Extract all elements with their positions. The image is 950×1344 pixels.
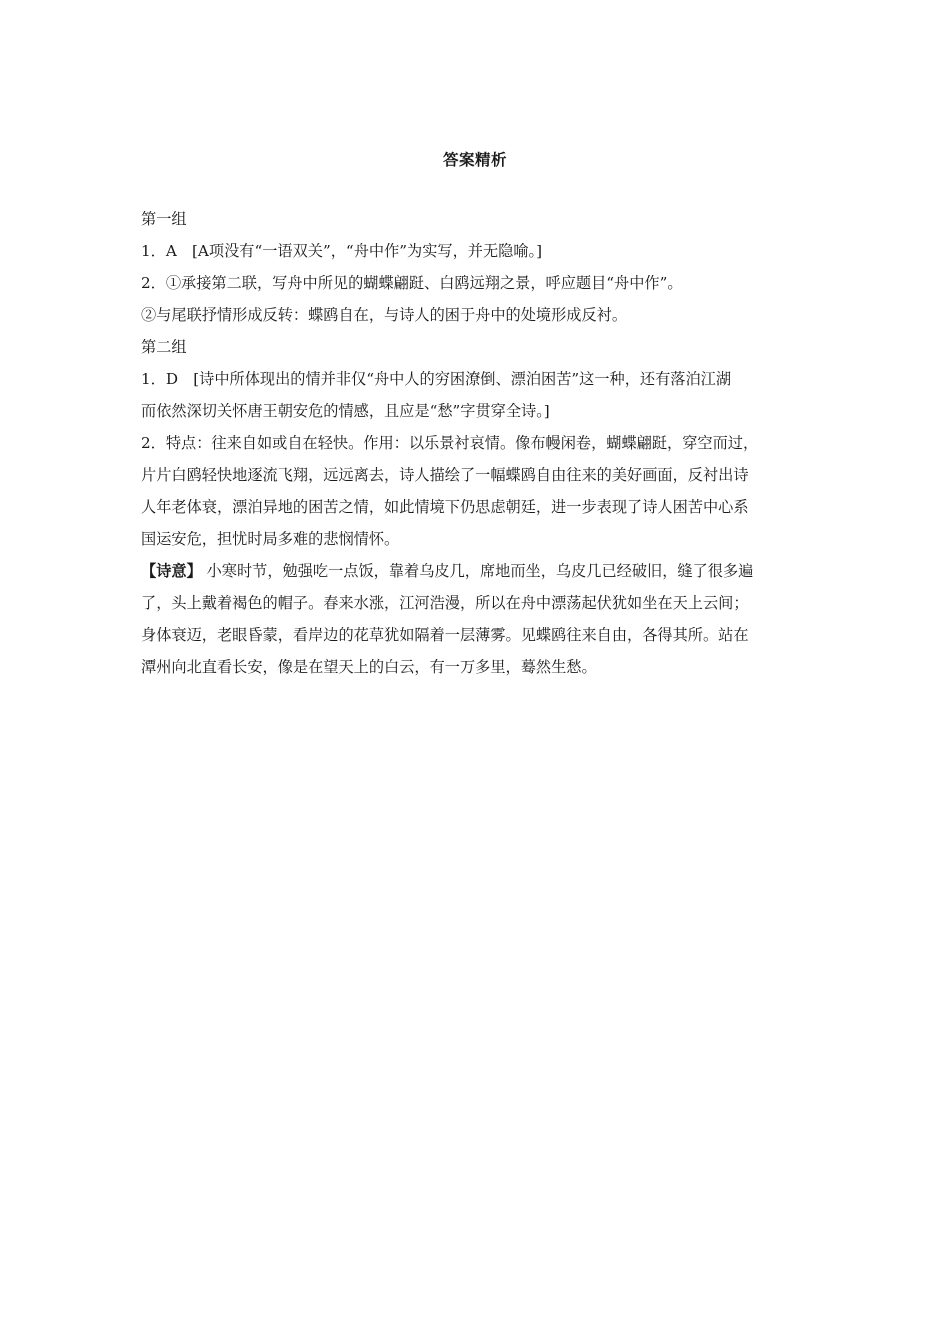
poem-meaning-line2: 了，头上戴着褐色的帽子。春来水涨，江河浩漫，所以在舟中漂荡起伏犹如坐在天上云间； — [141, 594, 749, 612]
group2-answer-2-line4: 国运安危，担忧时局多难的悲悯情怀。 — [141, 530, 400, 548]
poem-meaning-line1 — [141, 555, 813, 587]
group2-answer-2-line2: 片片白鸥轻快地逐流飞翔，远远离去，诗人描绘了一幅蝶鸥自由往来的美好画面，反衬出诗 — [141, 466, 749, 484]
poem-meaning-line3: 身体衰迈，老眼昏蒙，看岸边的花草犹如隔着一层薄雾。见蝶鸥往来自由，各得其所。站在 — [141, 626, 749, 644]
group1-heading: 第一组 — [141, 210, 187, 228]
group2-answer-1-line1: 1．D [诗中所体现出的情并非仅“舟中人的穷困潦倒、漂泊困苦”这一种，还有落泊江湖 — [141, 370, 732, 388]
group2-heading: 第二组 — [141, 338, 187, 356]
group2-answer-2-line1: 2．特点：往来自如或自在轻快。作用：以乐景衬哀情。像布幔闲卷，蝴蝶翩跹，穿空而过， — [141, 434, 759, 452]
answer-content — [141, 203, 813, 683]
poem-meaning-tag: 【诗意】 — [141, 562, 202, 580]
group1-answer-2-line1: 2．①承接第二联，写舟中所见的蝴蝶翩跹、白鸥远翔之景，呼应题目“舟中作”。 — [141, 274, 683, 292]
group2-answer-1-line2: 而依然深切关怀唐王朝安危的情感，且应是“愁”字贯穿全诗。] — [141, 402, 550, 420]
page-title: 答案精析 — [442, 151, 507, 169]
group1-answer-2-line2: ②与尾联抒情形成反转：蝶鸥自在，与诗人的困于舟中的处境形成反衬。 — [141, 306, 627, 324]
group2-answer-2-line3: 人年老体衰，漂泊异地的困苦之情，如此情境下仍思虑朝廷，进一步表现了诗人困苦中心系 — [141, 498, 749, 516]
poem-meaning-text-1: 小寒时节，勉强吃一点饭，靠着乌皮几，席地而坐，乌皮几已经破旧，缝了很多遍 — [201, 562, 754, 580]
group1-answer-1: 1．A [A项没有“一语双关”，“舟中作”为实写，并无隐喻。] — [141, 242, 543, 260]
poem-meaning-line4: 潭州向北直看长安，像是在望天上的白云，有一万多里，蓦然生愁。 — [141, 658, 597, 676]
